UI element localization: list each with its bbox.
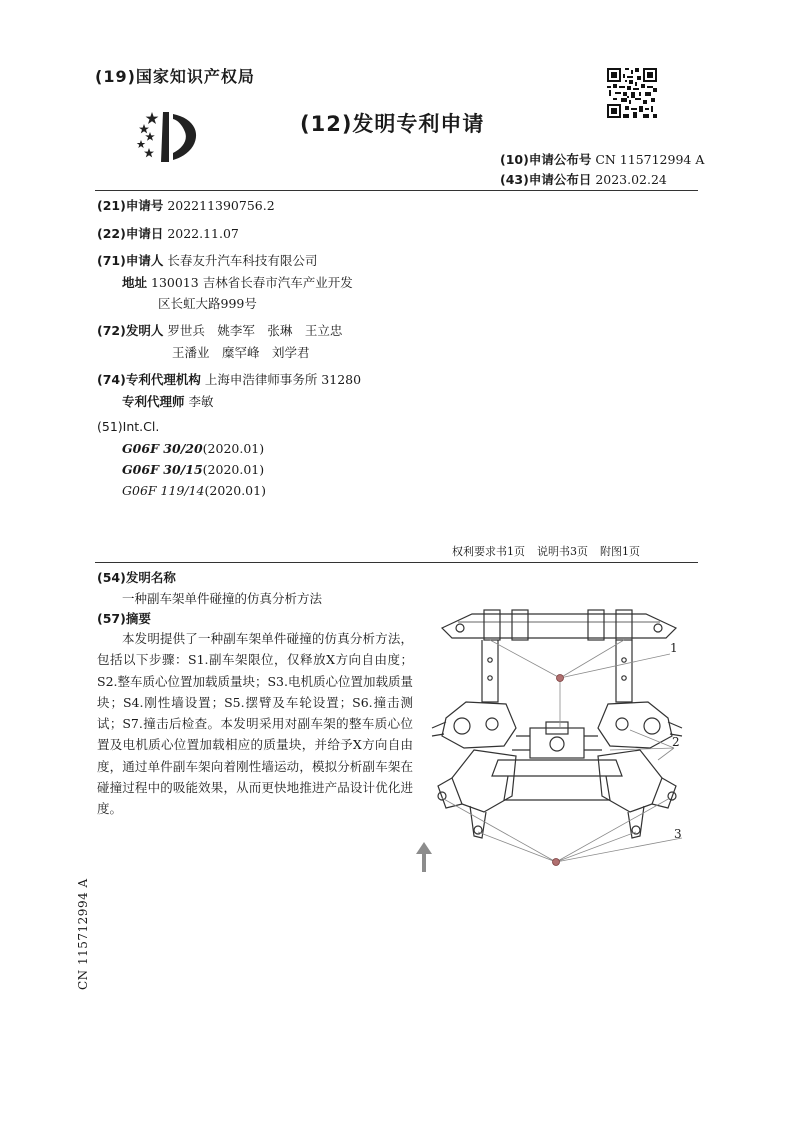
subframe-figure [412,600,702,875]
header-divider [95,190,698,191]
address: 地址 130013 吉林省长春市汽车产业开发 [122,275,353,290]
side-publication-number: CN 115712994 A [76,878,90,990]
int-cl-item: G06F 30/15(2020.01) [122,462,265,477]
publication-date: (43)申请公布日 2023.02.24 [500,172,667,187]
publication-number: (10)申请公布号 CN 115712994 A [500,152,705,167]
application-number: (21)申请号 202211390756.2 [97,198,275,213]
page-counts: 权利要求书1页 说明书3页 附图1页 [452,545,640,558]
int-cl-item: G06F 30/20(2020.01) [122,441,265,456]
callout-label: 3 [674,827,682,841]
invention-title-label: (54)发明名称 [97,570,176,585]
callout-label: 2 [672,735,680,749]
inventors-line-2: 王潘业 糜罕峰 刘学君 [172,345,310,360]
qr-code-icon [607,68,657,118]
office-name: (19)国家知识产权局 [95,67,255,86]
document-type-title: (12)发明专利申请 [300,112,485,136]
up-arrow-icon [414,840,434,874]
address-line-2: 区长虹大路999号 [158,296,257,311]
applicant: (71)申请人 长春友升汽车科技有限公司 [97,253,318,268]
application-date: (22)申请日 2022.11.07 [97,226,239,241]
invention-title: 一种副车架单件碰撞的仿真分析方法 [122,591,323,606]
callout-label: 1 [670,641,678,655]
cnipa-logo-icon [133,108,207,166]
inventors: (72)发明人 罗世兵 姚李军 张琳 王立忠 [97,323,343,338]
int-cl-item: G06F 119/14(2020.01) [122,483,266,498]
abstract-text: 本发明提供了一种副车架单件碰撞的仿真分析方法，包括以下步骤：S1.副车架限位，仅释放X方向自由度；S2.整车质心位置加载质量块；S3.电机质心位置加载质量块；S4.刚性墙设置；S5.摆臂及车轮设置；S6.撞击测试；S7.撞击后检查。本发明采用对副车架的整车质心位置及电机质心位置加载相应的质量块，并给予X方向自由度，通过单件副车架向着刚性墙运动，模拟分析副车架在碰撞过程中的吸能效果，从而更快地推进产品设计优化进度。 [97,631,413,817]
abstract-label: (57)摘要 [97,611,151,626]
page-divider [95,562,698,563]
int-cl-label: (51)Int.Cl. [97,419,160,434]
patent-agent: 专利代理师 李敏 [122,394,214,409]
patent-agency: (74)专利代理机构 上海申浩律师事务所 31280 [97,372,362,387]
